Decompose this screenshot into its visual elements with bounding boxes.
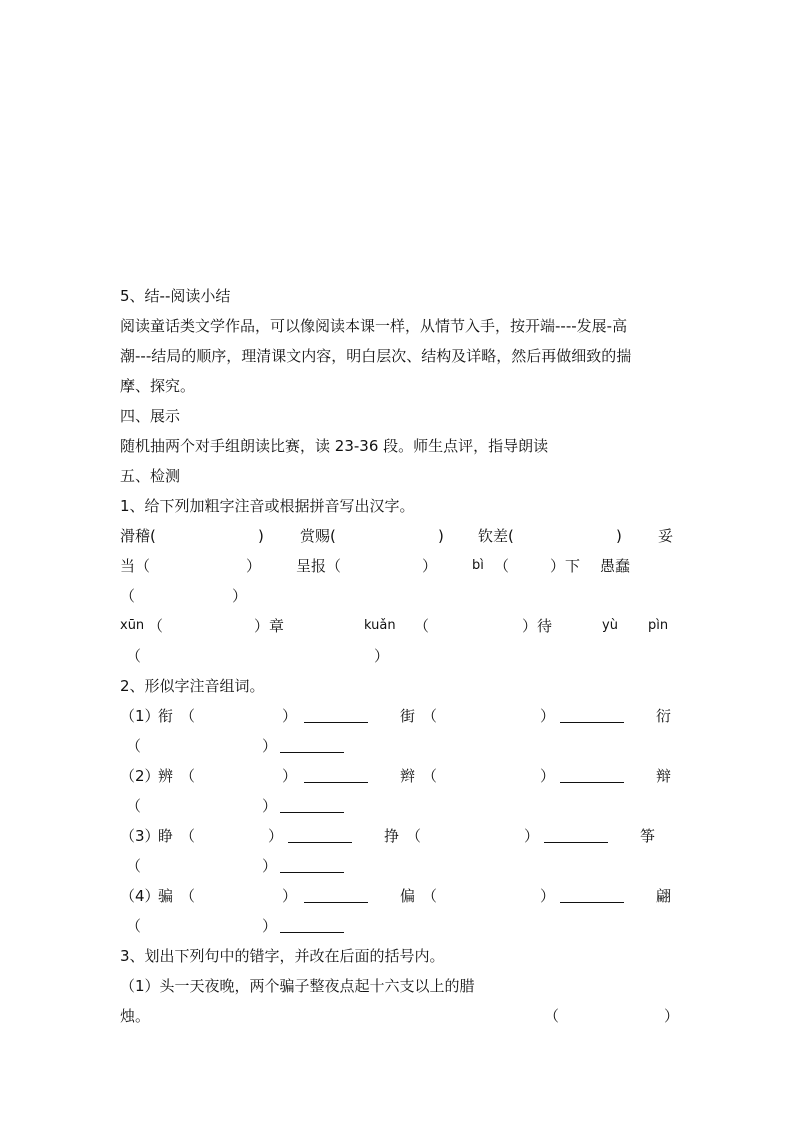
paren-close: ) bbox=[438, 527, 444, 545]
pinyin: pìn bbox=[648, 618, 669, 633]
section-heading: 五、检测 bbox=[120, 467, 181, 485]
answer-blank[interactable] bbox=[304, 888, 368, 903]
paren-open: （ bbox=[422, 887, 438, 905]
word-item: 愚蠢 bbox=[600, 557, 631, 575]
answer-blank[interactable] bbox=[288, 828, 352, 843]
paren-close: ） bbox=[524, 827, 540, 845]
similar-char: 筝 bbox=[640, 827, 656, 845]
paren-open: （ bbox=[126, 857, 142, 875]
paren-close: ） bbox=[246, 557, 262, 575]
paren-open: （ bbox=[544, 1007, 560, 1025]
answer-blank[interactable] bbox=[304, 768, 368, 783]
paren-open: （ bbox=[180, 767, 196, 785]
paren-close: ） bbox=[540, 767, 556, 785]
paren-close: ）下 bbox=[550, 557, 581, 575]
answer-blank[interactable] bbox=[560, 768, 624, 783]
paren-open: （ bbox=[406, 827, 422, 845]
paren-open: （ bbox=[180, 707, 196, 725]
paragraph-line: 潮---结局的顺序，理清课文内容，明白层次、结构及详略，然后再做细致的揣 bbox=[120, 347, 632, 365]
answer-blank[interactable] bbox=[280, 738, 344, 753]
paren-close: ） bbox=[374, 647, 390, 665]
paren-close: ）章 bbox=[254, 617, 285, 635]
paren-close: ) bbox=[616, 527, 622, 545]
pinyin: kuǎn bbox=[364, 618, 396, 633]
paren-close: ） bbox=[664, 1007, 680, 1025]
question-prompt: 2、形似字注音组词。 bbox=[120, 677, 265, 695]
paren-close: ) bbox=[258, 527, 264, 545]
similar-char: 偏 bbox=[400, 887, 416, 905]
paren-open: （ bbox=[414, 617, 430, 635]
paren-close: ） bbox=[282, 767, 298, 785]
answer-blank[interactable] bbox=[280, 858, 344, 873]
answer-blank[interactable] bbox=[560, 888, 624, 903]
similar-char: 睁 bbox=[158, 827, 174, 845]
sentence-line: （1）头一天夜晚，两个骗子整夜点起十六支以上的腊 bbox=[120, 977, 475, 995]
similar-char: 挣 bbox=[384, 827, 400, 845]
question-prompt: 3、划出下列句中的错字，并改在后面的括号内。 bbox=[120, 947, 445, 965]
similar-char: 骗 bbox=[158, 887, 174, 905]
similar-char: 辨 bbox=[158, 767, 174, 785]
answer-blank[interactable] bbox=[280, 798, 344, 813]
answer-blank[interactable] bbox=[280, 918, 344, 933]
paren-open: （ bbox=[126, 917, 142, 935]
word-item: 呈报（ bbox=[296, 557, 342, 575]
similar-char: 街 bbox=[400, 707, 416, 725]
sentence-line: 烛。 bbox=[120, 1007, 151, 1025]
pinyin: bì bbox=[472, 558, 484, 573]
word-item: 赏赐( bbox=[300, 527, 336, 545]
word-item: 当（ bbox=[120, 557, 151, 575]
paragraph-line: 阅读童话类文学作品，可以像阅读本课一样，从情节入手，按开端----发展-高 bbox=[120, 317, 628, 335]
answer-blank[interactable] bbox=[304, 708, 368, 723]
paren-open: （ bbox=[494, 557, 510, 575]
item-number: （1） bbox=[120, 707, 160, 725]
similar-char: 衔 bbox=[158, 707, 174, 725]
section-heading: 5、结--阅读小结 bbox=[120, 287, 231, 305]
paren-open: （ bbox=[180, 887, 196, 905]
paren-open: （ bbox=[120, 587, 136, 605]
paren-close: ） bbox=[262, 917, 278, 935]
paren-close: ） bbox=[268, 827, 284, 845]
answer-blank[interactable] bbox=[560, 708, 624, 723]
pinyin: xūn bbox=[120, 618, 145, 633]
similar-char: 辩 bbox=[656, 767, 672, 785]
pinyin: yù bbox=[602, 618, 618, 633]
paren-open: （ bbox=[180, 827, 196, 845]
paren-close: ） bbox=[422, 557, 438, 575]
item-number: （2） bbox=[120, 767, 160, 785]
paren-close: ） bbox=[262, 797, 278, 815]
question-prompt: 1、给下列加粗字注音或根据拼音写出汉字。 bbox=[120, 497, 415, 515]
paren-close: ）待 bbox=[522, 617, 553, 635]
paren-close: ） bbox=[262, 737, 278, 755]
paragraph-line: 摩、探究。 bbox=[120, 377, 196, 395]
paren-open: （ bbox=[126, 797, 142, 815]
word-item: 滑稽( bbox=[120, 527, 156, 545]
similar-char: 翩 bbox=[656, 887, 672, 905]
paren-open: （ bbox=[126, 737, 142, 755]
paren-close: ） bbox=[282, 707, 298, 725]
item-number: （3） bbox=[120, 827, 160, 845]
word-item: 妥 bbox=[658, 527, 674, 545]
paren-close: ） bbox=[540, 707, 556, 725]
paren-close: ） bbox=[540, 887, 556, 905]
answer-blank[interactable] bbox=[544, 828, 608, 843]
paren-open: （ bbox=[422, 707, 438, 725]
paren-open: （ bbox=[126, 647, 142, 665]
paragraph-line: 随机抽两个对手组朗读比赛，读 23-36 段。师生点评，指导朗读 bbox=[120, 437, 549, 455]
similar-char: 衍 bbox=[656, 707, 672, 725]
section-heading: 四、展示 bbox=[120, 407, 181, 425]
paren-open: （ bbox=[422, 767, 438, 785]
item-number: （4） bbox=[120, 887, 160, 905]
paren-close: ） bbox=[282, 887, 298, 905]
word-item: 钦差( bbox=[478, 527, 514, 545]
similar-char: 辫 bbox=[400, 767, 416, 785]
paren-close: ） bbox=[262, 857, 278, 875]
paren-open: （ bbox=[148, 617, 164, 635]
paren-close: ） bbox=[232, 587, 248, 605]
